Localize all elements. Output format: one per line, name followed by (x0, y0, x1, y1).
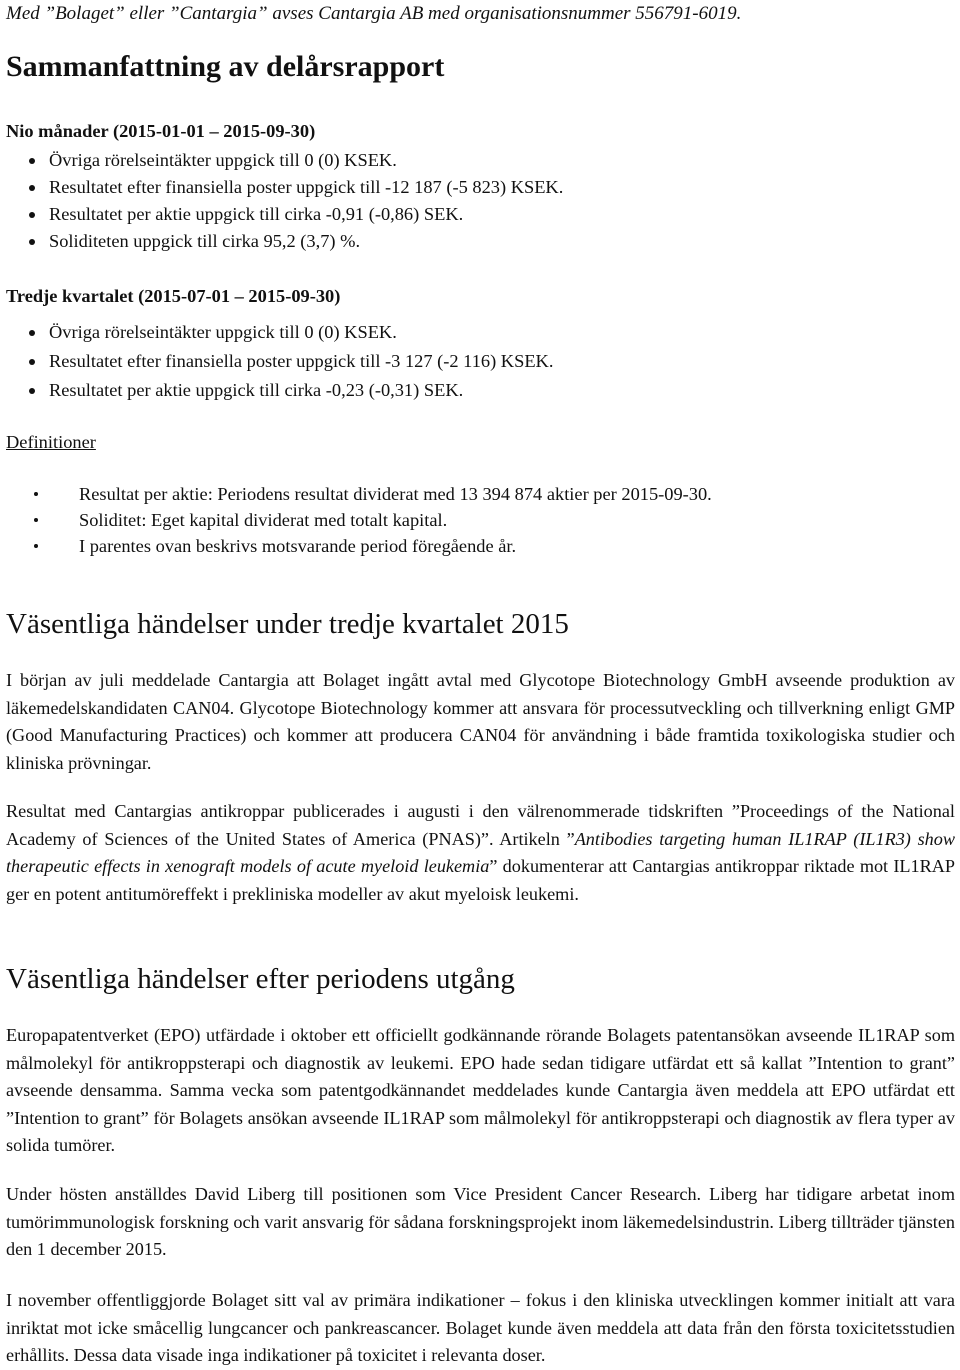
page-title: Sammanfattning av delårsrapport (6, 50, 445, 83)
intro-statement: Med ”Bolaget” eller ”Cantargia” avses Cantargia AB med organisationsnummer 556791-6019. (6, 3, 742, 24)
bullet-icon (29, 330, 35, 336)
article-title: Antibodies targeting human IL1RAP (IL1R3) show therapeutic effects in xenograft models of acute myeloid leukemia (6, 828, 955, 877)
bullet-icon (29, 388, 35, 394)
third-quarter-heading: Tredje kvartalet (2015-07-01 – 2015-09-30) (6, 286, 341, 306)
definitions-heading: Definitioner (6, 432, 96, 452)
bullet-icon (29, 212, 35, 218)
bullet-icon (29, 239, 35, 245)
bullet-icon (29, 158, 35, 164)
paragraph: I början av juli meddelade Cantargia att Bolaget ingått avtal med Glycotope Biotechnology GmbH avseende produktion av läkemedelskandidaten CAN04. Glycotope Biotechnology kommer att ansvara för processutveckling och tillverkning enligt GMP (Good Manufacturing Practices) och kommer att producera CAN04 för användning i både framtida toxikologiska studier och kliniska prövningar. (6, 670, 955, 773)
paragraph: I november offentliggjorde Bolaget sitt val av primära indikationer – fokus i den kliniska utvecklingen kommer initialt att vara inriktat mot icke småcellig lungcancer och pankreascancer. Bolaget kunde även meddela att data från den första toxicitetsstudien erhållits. Dessa data visade inga indikationer på toxicitet i relevanta doser. (6, 1290, 955, 1366)
bullet-icon (34, 518, 38, 522)
bullet-icon (34, 544, 38, 548)
bullet-icon (34, 492, 38, 496)
paragraph: Under hösten anställdes David Liberg till positionen som Vice President Cancer Research. Liberg har tidigare arbetat inom tumörimmunologisk forskning och varit ansvarig för sådana forskningsprojekt inom läkemedelsindustrin. Liberg tillträder tjänsten den 1 december 2015. (6, 1184, 955, 1260)
bullet-icon (29, 359, 35, 365)
bullet-icon (29, 185, 35, 191)
section-heading-after: Väsentliga händelser efter periodens utgång (6, 963, 515, 995)
section-heading-q3: Väsentliga händelser under tredje kvartalet 2015 (6, 608, 569, 640)
paragraph: Resultat med Cantargias antikroppar publicerades i augusti i den välrenommerade tidskriften ”Proceedings of the National Academy of Sciences of the United States of America (PNAS)”. Artikeln ”Antibodies targeting human IL1RAP (IL1R3) show therapeutic effects in xenograft models of acute myeloid leukemia” dokumenterar att Cantargias antikroppar riktade mot IL1RAP ger en potent antitumöreffekt i prekliniska modeller av akut myeloisk leukemi. (6, 801, 955, 904)
nine-months-heading: Nio månader (2015-01-01 – 2015-09-30) (6, 121, 316, 141)
paragraph: Europapatentverket (EPO) utfärdade i oktober ett officiellt godkännande rörande Bolagets patentansökan avseende IL1RAP som målmolekyl för antikroppsterapi och diagnostik av leukemi. EPO hade sedan tidigare utfärdat ett så kallat ”Intention to grant” avseende densamma. Samma vecka som patentgodkännandet meddelades kunde Cantargia även meddela att EPO utfärdat ett ”Intention to grant” för Bolagets ansökan avseende IL1RAP som målmolekyl för antikroppsterapi och diagnostik av flera typer av solida tumörer. (6, 1025, 955, 1156)
